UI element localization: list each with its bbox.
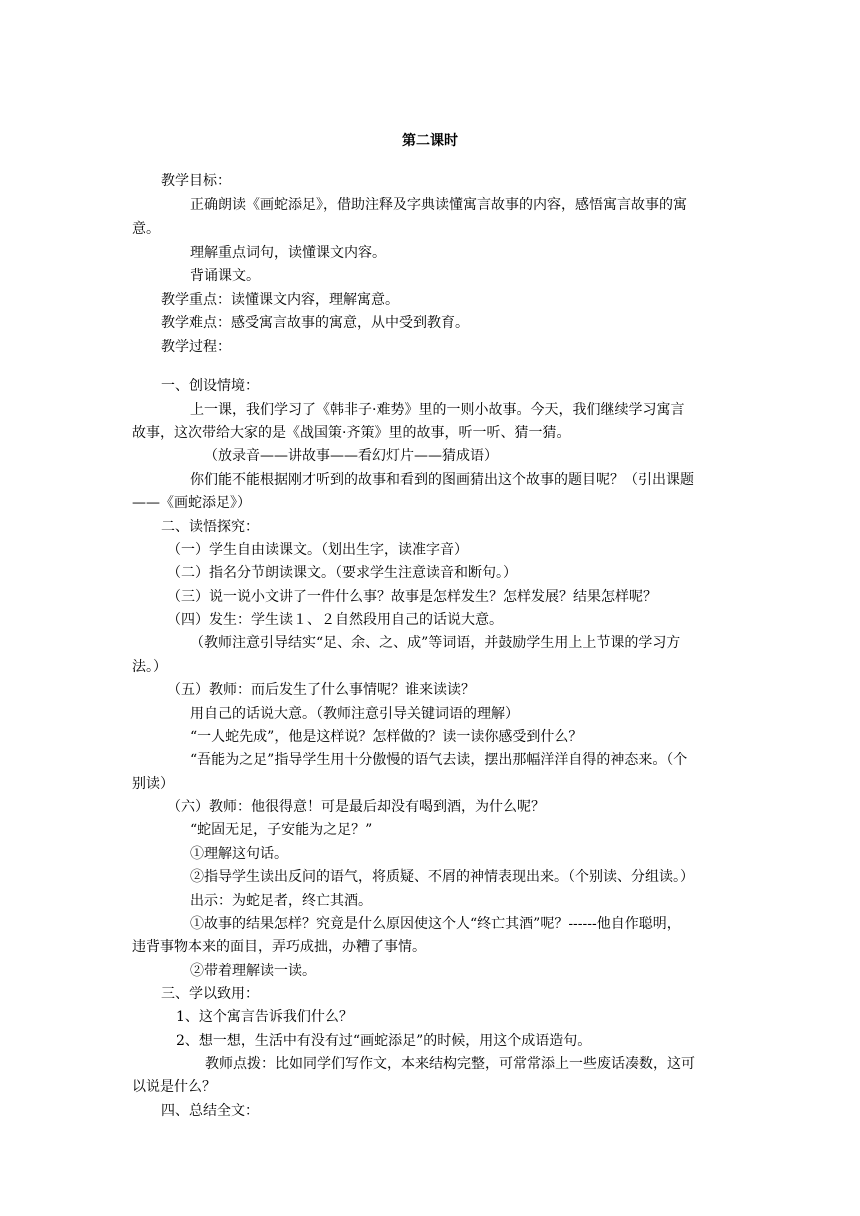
text-line: （教师注意引导结实“足、余、之、成”等词语，并鼓励学生用上上节课的学习方 bbox=[190, 635, 681, 651]
text-line: 你们能不能根据刚才听到的故事和看到的图画猜出这个故事的题目呢？（引出课题 bbox=[190, 472, 694, 488]
text-line: ——《画蛇添足》） bbox=[132, 495, 251, 511]
text-line: ②指导学生读出反问的语气，将质疑、不屑的神情表现出来。（个别读、分组读。） bbox=[190, 869, 694, 885]
text-line: 教学重点：读懂课文内容，理解寓意。 bbox=[161, 292, 399, 308]
text-line: 教学目标： bbox=[161, 173, 231, 189]
text-line: （六）教师：他很得意！可是最后却没有喝到酒，为什么呢？ bbox=[167, 799, 545, 815]
text-line: 背诵课文。 bbox=[190, 268, 260, 284]
text-line: 以说是什么？ bbox=[132, 1079, 216, 1095]
text-line: （二）指名分节朗读课文。（要求学生注意读音和断句。） bbox=[167, 565, 517, 581]
text-line: ②带着理解读一读。 bbox=[190, 963, 316, 979]
text-line: 正确朗读《画蛇添足》，借助注释及字典读懂寓言故事的内容，感悟寓言故事的寓 bbox=[190, 197, 687, 213]
text-line: （放录音——讲故事——看幻灯片——猜成语） bbox=[204, 448, 498, 464]
text-line: 用自己的话说大意。（教师注意引导关键词语的理解） bbox=[190, 706, 519, 722]
text-line: 法。） bbox=[132, 659, 167, 675]
text-line: 教师点拨：比如同学们写作文，本来结构完整，可常常添上一些废话凑数，这可 bbox=[205, 1056, 695, 1072]
text-line: （三）说一说小文讲了一件什么事？故事是怎样发生？怎样发展？结果怎样呢？ bbox=[167, 589, 657, 605]
text-line: 别读） bbox=[132, 776, 174, 792]
text-line: 出示：为蛇足者，终亡其酒。 bbox=[190, 893, 372, 909]
text-line: 违背事物本来的面目，弄巧成拙，办糟了事情。 bbox=[132, 939, 426, 955]
text-line: 教学难点：感受寓言故事的寓意，从中受到教育。 bbox=[161, 315, 469, 331]
text-line: 理解重点词句，读懂课文内容。 bbox=[190, 245, 386, 261]
text-line: 二、读悟探究： bbox=[161, 519, 259, 535]
text-line: 教学过程： bbox=[161, 339, 231, 355]
text-line: ①故事的结果怎样？究竟是什么原因使这个人“终亡其酒”呢？------他自作聪明， bbox=[190, 916, 681, 932]
text-line: “蛇固无足，子安能为之足？” bbox=[190, 822, 373, 838]
text-line: “一人蛇先成”，他是这样说？怎样做的？读一读你感受到什么？ bbox=[190, 729, 583, 745]
lesson-title: 第二课时 bbox=[402, 133, 458, 149]
text-line: “吾能为之足”指导学生用十分傲慢的语气去读，摆出那幅洋洋自得的神态来。（个 bbox=[190, 752, 688, 768]
text-line: （四）发生：学生读１、２自然段用自己的话说大意。 bbox=[167, 612, 503, 628]
text-line: 上一课，我们学习了《韩非子·难势》里的一则小故事。今天，我们继续学习寓言 bbox=[190, 402, 685, 418]
text-line: （五）教师：而后发生了什么事情呢？谁来读读？ bbox=[167, 682, 475, 698]
text-line: 1、这个寓言告诉我们什么？ bbox=[176, 1009, 353, 1025]
text-line: 故事，这次带给大家的是《战国策·齐策》里的故事，听一听、猜一猜。 bbox=[132, 425, 571, 441]
text-line: ①理解这句话。 bbox=[190, 846, 288, 862]
text-line: 2、想一想，生活中有没有过“画蛇添足”的时候，用这个成语造句。 bbox=[176, 1033, 592, 1049]
text-line: 意。 bbox=[132, 221, 160, 237]
text-line: （一）学生自由读课文。（划出生字，读准字音） bbox=[167, 542, 468, 558]
text-line: 四、总结全文： bbox=[161, 1103, 259, 1119]
text-line: 一、创设情境： bbox=[161, 378, 259, 394]
text-line: 三、学以致用： bbox=[161, 986, 259, 1002]
